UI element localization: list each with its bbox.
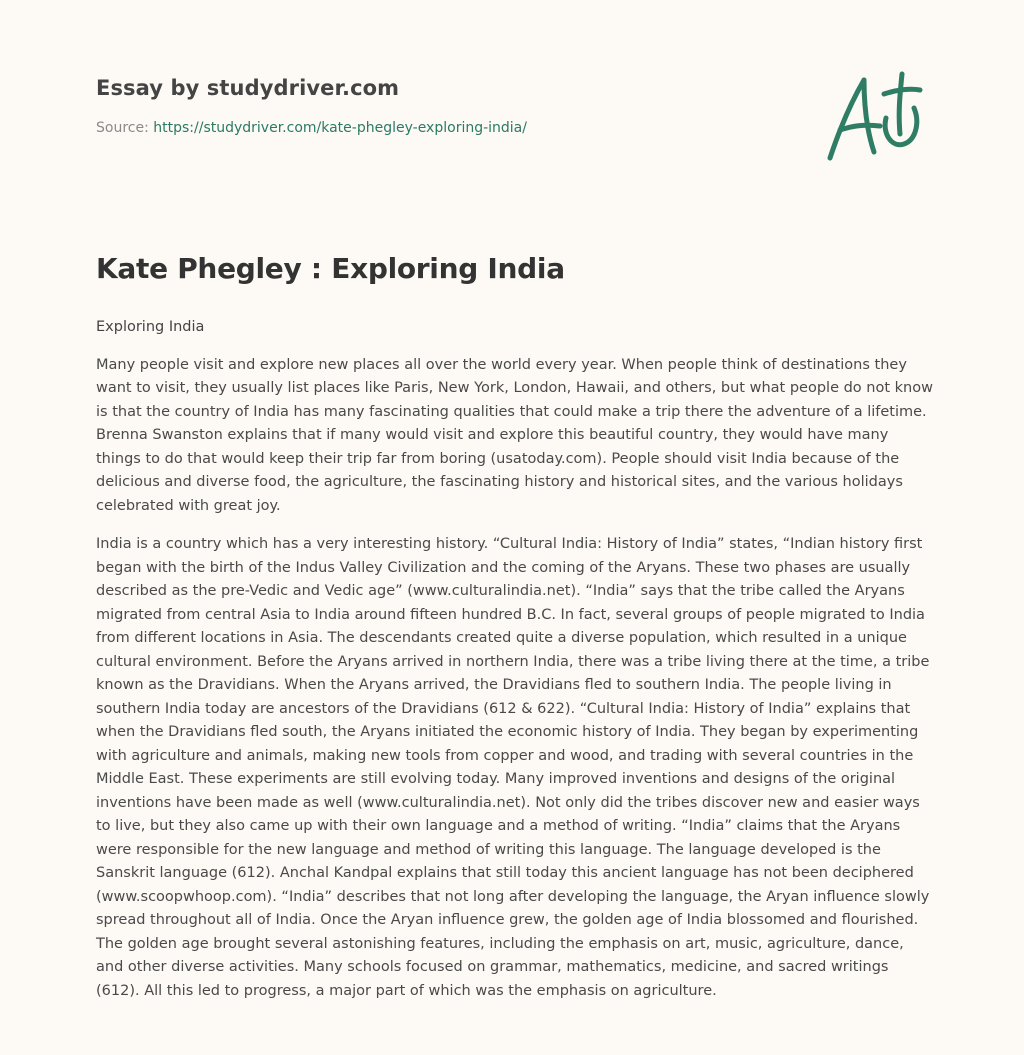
site-brand: Essay by studydriver.com — [96, 76, 400, 100]
essay-content — [96, 316, 934, 1018]
essay-paragraph: Many people visit and explore new places all over the world every year. When people think of destinations they want to visit, they usually list places like Paris, New York, London, Hawaii, and others, but what people do not know is that the country of India has many fascinating qualities that could make a trip there the adventure of a lifetime. Brenna Swanston explains that if many would visit and explore this beautiful country, they would have many things to do that would keep their trip far from boring (usatoday.com). People should visit India because of the delicious and diverse food, the agriculture, the fascinating history and historical sites, and the various holidays celebrated with great joy. — [96, 356, 933, 514]
source-line — [96, 120, 796, 136]
essay-title: Kate Phegley : Exploring India — [96, 252, 565, 285]
source-link[interactable]: https://studydriver.com/kate-phegley-exploring-india/ — [153, 120, 527, 136]
a-plus-logo — [820, 64, 930, 164]
source-label: Source: — [96, 120, 154, 136]
essay-paragraph: India is a country which has a very interesting history. “Cultural India: History of India” states, “Indian history first began with the birth of the Indus Valley Civilization and the coming of the Aryans. These two phases are usually described as the pre-Vedic and Vedic age” (www.culturalindia.net). “India” says that the tribe called the Aryans migrated from central Asia to India around fifteen hundred B.C. In fact, several groups of people migrated to India from different locations in Asia. The descendants created quite a diverse population, which resulted in a unique cultural environment. Before the Aryans arrived in northern India, there was a tribe living there at the time, a tribe known as the Dravidians. When the Aryans arrived, the Dravidians fled to southern India. The people living in southern India today are ancestors of the Dravidians (612 & 622). “Cultural India: History of India” explains that when the Dravidians fled south, the Aryans initiated the economic history of India. They began by experimenting with agriculture and animals, making new tools from copper and wood, and trading with several countries in the Middle East. These experiments are still evolving today. Many improved inventions and designs of the original inventions have been made as well (www.culturalindia.net). Not only did the tribes discover new and easier ways to live, but they also came up with their own language and a method of writing. “India” claims that the Aryans were responsible for the new language and method of writing this language. The language developed is the Sanskrit language (612). Anchal Kandpal explains that still today this ancient language has not been deciphered (www.scoopwhoop.com). “India” describes that not long after developing the language, the Aryan influence slowly spread throughout all of India. Once the Aryan influence grew, the golden age of India blossomed and flourished. The golden age brought several astonishing features, including the emphasis on art, music, agriculture, dance, and other diverse activities. Many schools focused on grammar, mathematics, medicine, and sacred writings (612). All this led to progress, a major part of which was the emphasis on agriculture. — [96, 536, 930, 999]
site-header — [96, 76, 796, 136]
essay-subtitle: Exploring India — [96, 319, 205, 335]
